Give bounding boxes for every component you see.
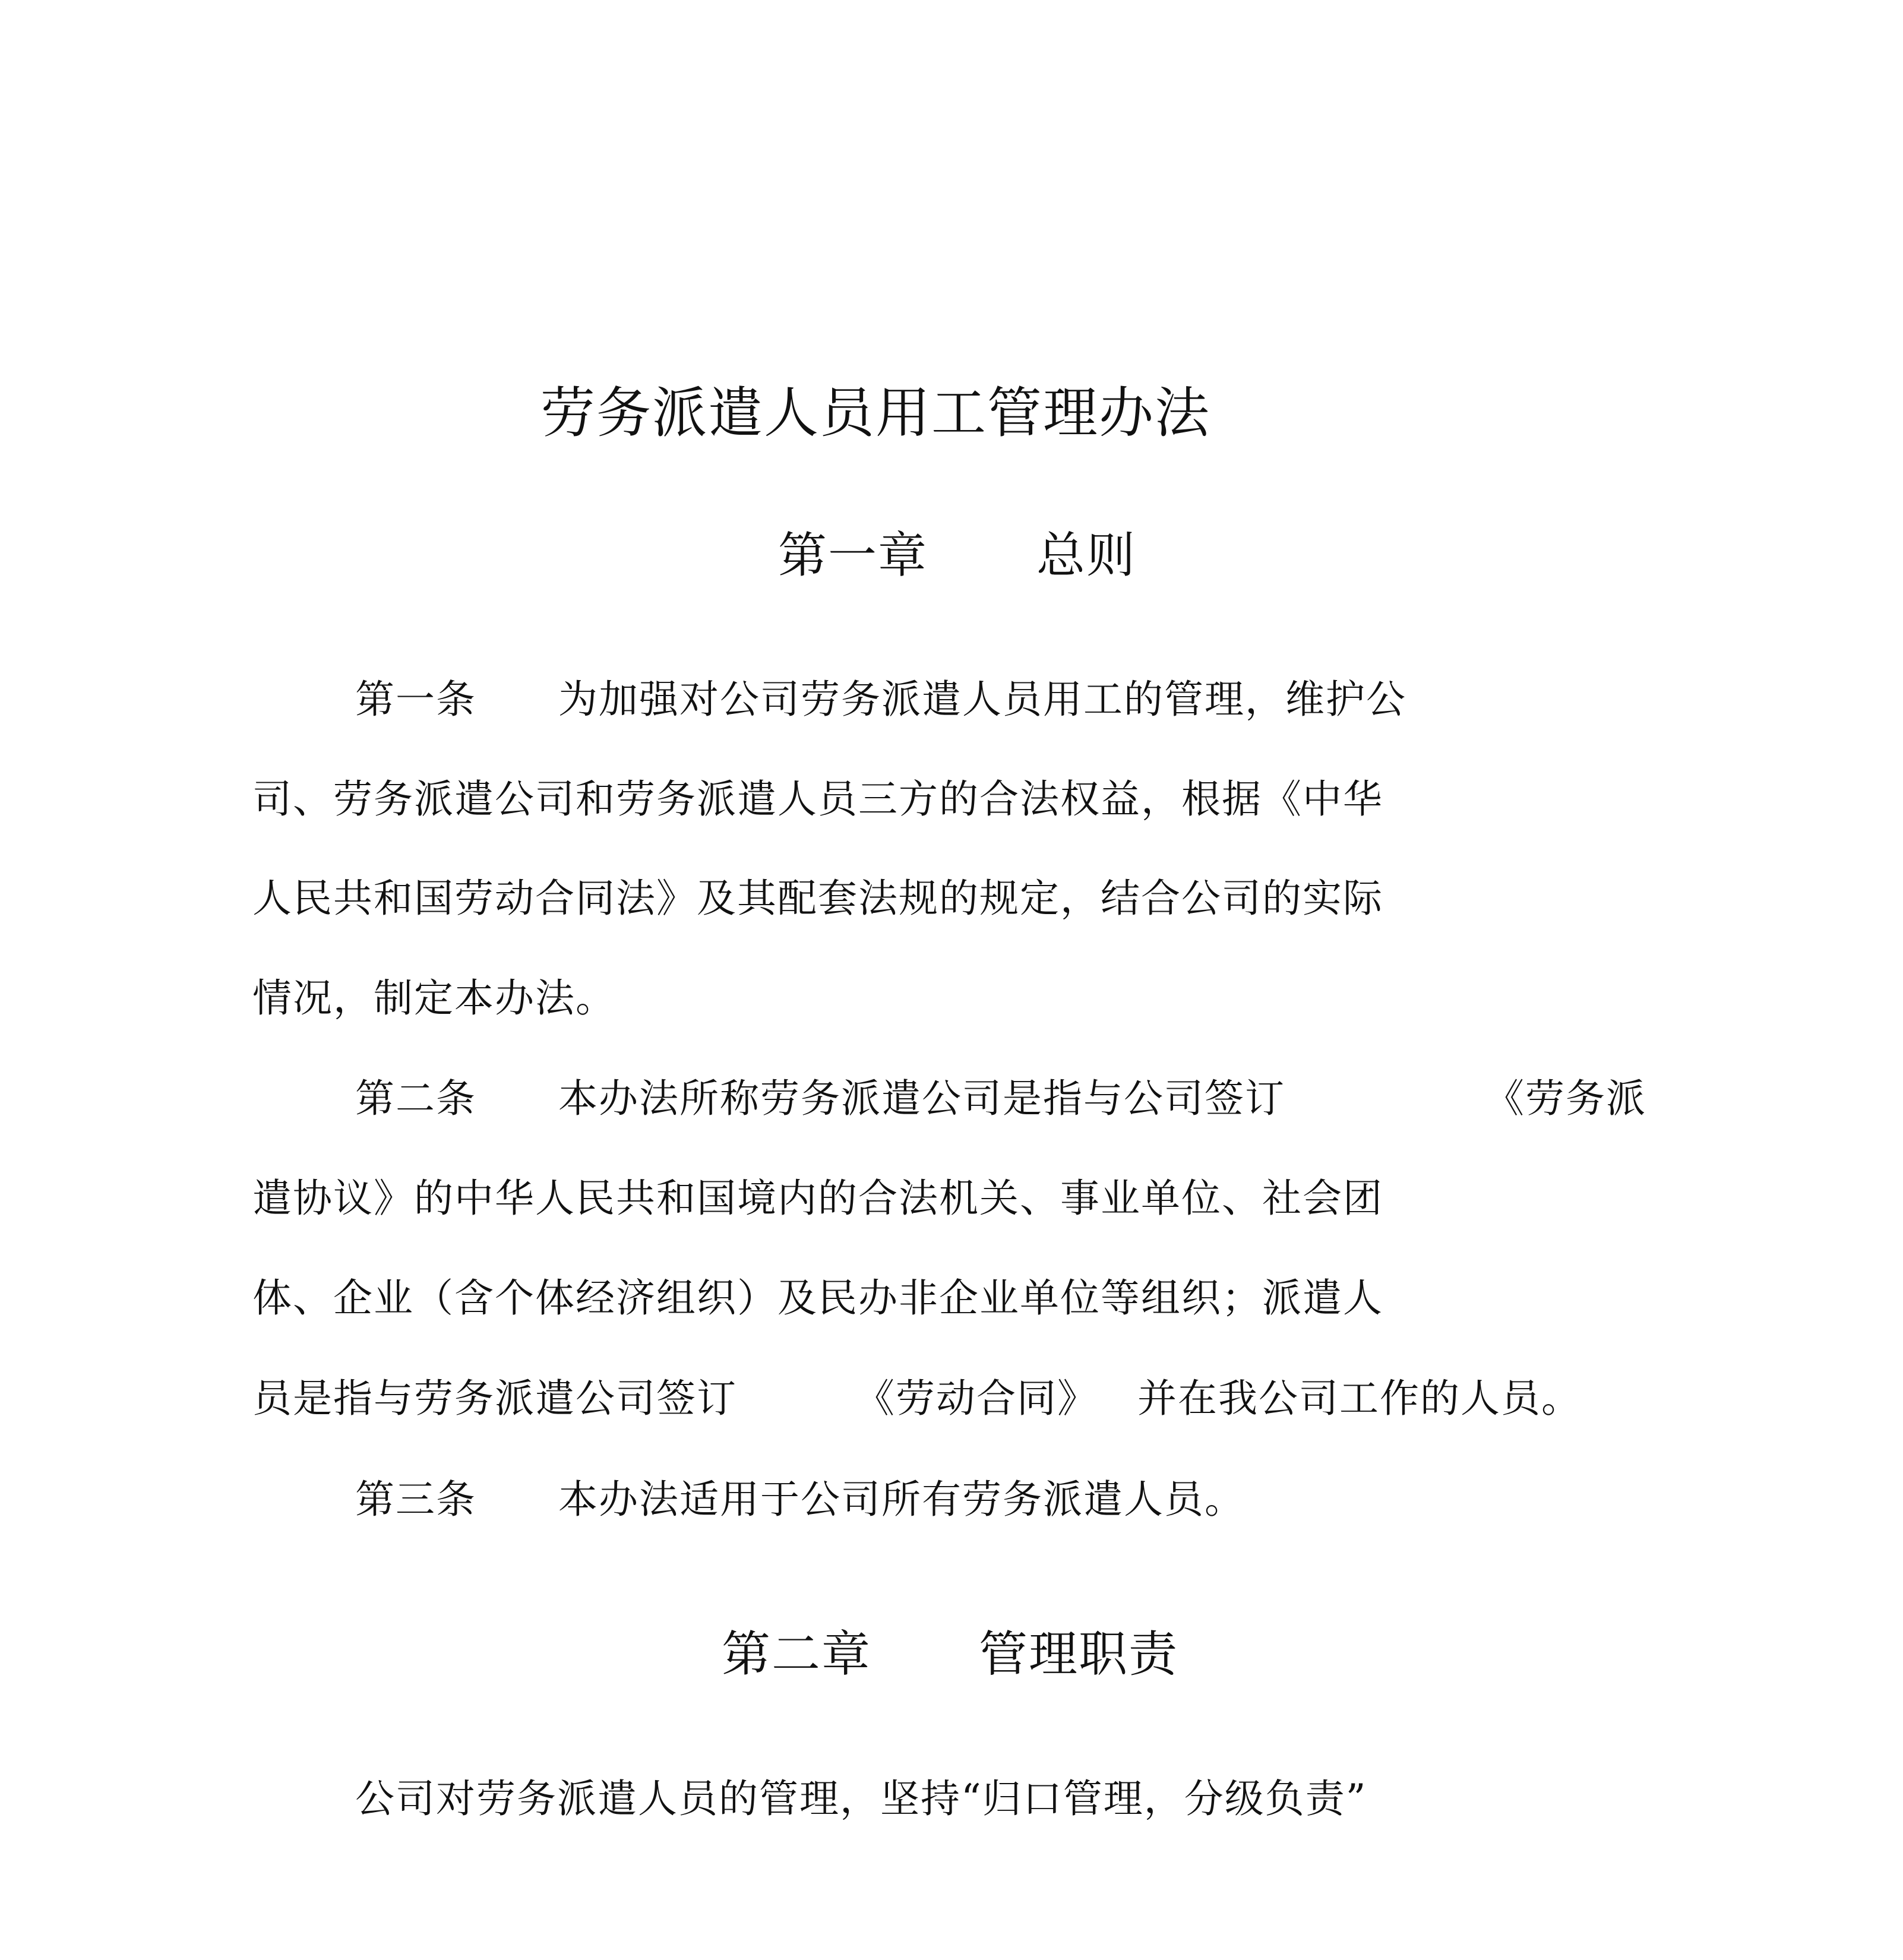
article-1-line-3: 人民共和国劳动合同法》及其配套法规的规定，结合公司的实际 bbox=[252, 875, 1383, 921]
chapter-1-number: 第一章 bbox=[778, 527, 928, 584]
article-2-line-1: 本办法所称劳务派遣公司是指与公司签订 bbox=[558, 1076, 1285, 1121]
document-title: 劳务派遣人员用工管理办法 bbox=[540, 381, 1211, 445]
chapter-2-name: 管理职责 bbox=[979, 1626, 1179, 1683]
article-2-line-4b: 《劳动合同》 bbox=[855, 1376, 1098, 1421]
article-2-line-4a: 员是指与劳务派遣公司签订 bbox=[252, 1376, 737, 1421]
article-2-label: 第二条 bbox=[355, 1076, 476, 1121]
closing-paragraph-line: 公司对劳务派遣人员的管理，坚持“归口管理，分级负责” bbox=[355, 1776, 1367, 1822]
article-1-line-2: 司、劳务派遣公司和劳务派遣人员三方的合法权益，根据《中华 bbox=[252, 776, 1383, 822]
article-1-line-4: 情况，制定本办法。 bbox=[252, 975, 616, 1021]
article-2-line-3: 体、企业（含个体经济组织）及民办非企业单位等组织；派遣人 bbox=[252, 1275, 1383, 1321]
article-3-label: 第三条 bbox=[355, 1477, 476, 1522]
article-2-line-2: 遣协议》的中华人民共和国境内的合法机关、事业单位、社会团 bbox=[252, 1175, 1383, 1221]
chapter-1-name: 总则 bbox=[1036, 527, 1137, 584]
article-1-label: 第一条 bbox=[355, 676, 476, 722]
article-1-line-1: 为加强对公司劳务派遣人员用工的管理，维护公 bbox=[558, 676, 1406, 722]
article-3-text: 本办法适用于公司所有劳务派遣人员。 bbox=[558, 1477, 1245, 1522]
article-2-line-4c: 并在我公司工作的人员。 bbox=[1137, 1376, 1582, 1421]
chapter-2-number: 第二章 bbox=[722, 1626, 872, 1683]
article-2-line-1-tail: 《劳务派 bbox=[1485, 1076, 1646, 1121]
